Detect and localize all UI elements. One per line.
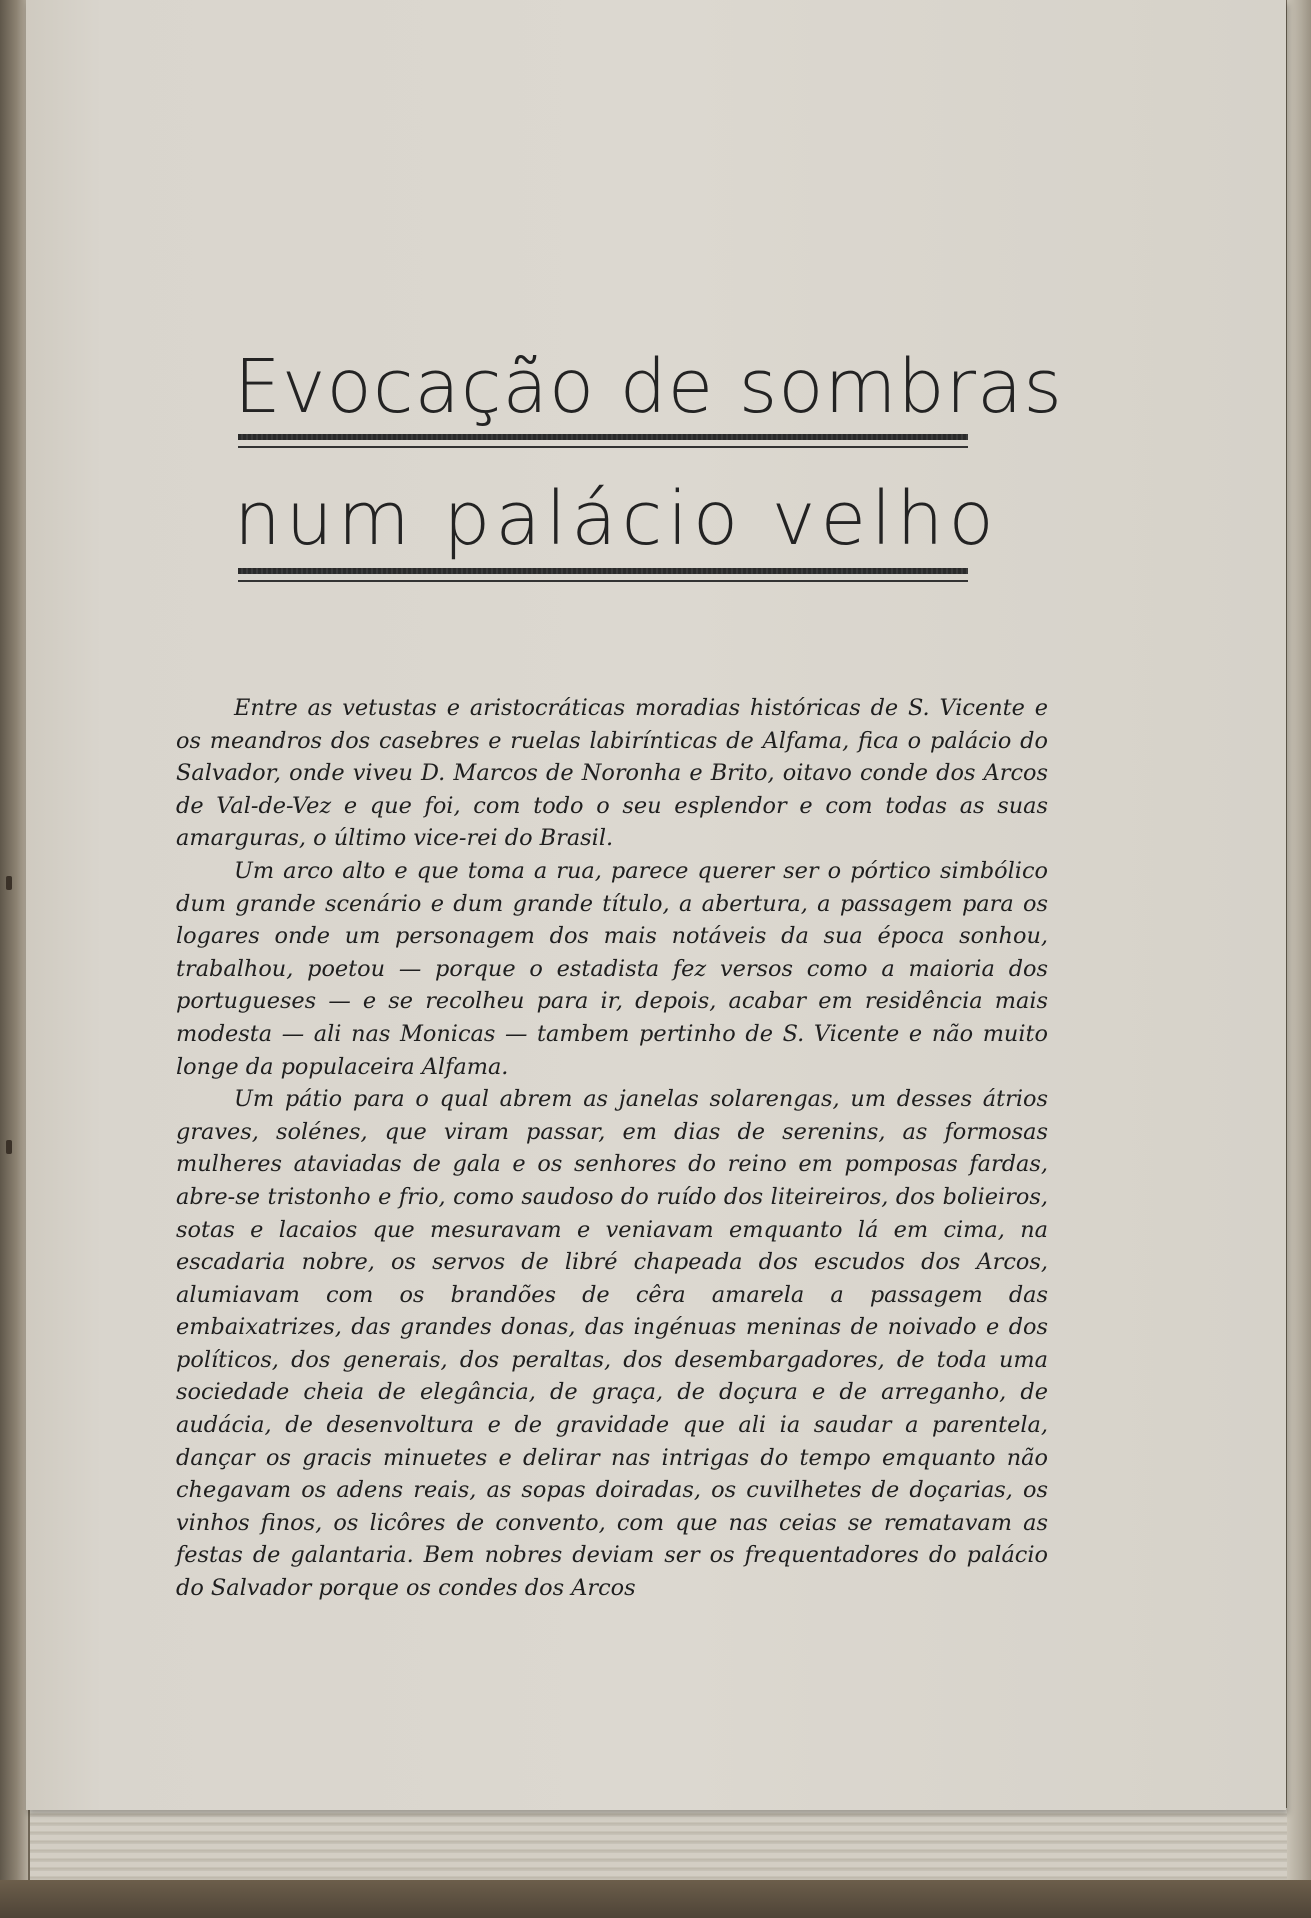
page-stack-edge (30, 1808, 1287, 1882)
rule-thick (238, 568, 968, 574)
rule-thick (238, 434, 968, 440)
paragraph: Entre as vetustas e aristocráticas moradias históricas de S. Vicente e os meandros dos casebres e ruelas labirínticas de Alfama, fica o palácio do Salvador, onde viveu D. Marcos de Noronha e Brito, oitavo conde dos Arcos de Val-de-Vez e que foi, com todo o seu esplendor e com todas as suas amarguras, o último vice-rei do Brasil. (176, 695, 1048, 852)
title-line-1: Evocação de sombras (234, 344, 1063, 430)
rule-thin (238, 446, 968, 448)
book-page (26, 0, 1286, 1810)
title-line-2: num palácio velho (234, 476, 999, 562)
paragraph: Um arco alto e que toma a rua, parece querer ser o pórtico simbólico dum grande scenário e dum grande título, a abertura, a passagem para os logares onde um personagem dos mais notáveis da sua época sonhou, trabalhou, poetou — porque o estadista fez versos como a maioria dos portugueses — e se recolheu para ir, depois, acabar em residência mais modesta — ali nas Monicas — tambem pertinho de S. Vicente e não muito longe da populaceira Alfama. (176, 857, 1048, 1080)
title-rule (238, 434, 968, 448)
book-gutter (0, 0, 28, 1918)
page-mark (6, 876, 12, 890)
rule-thin (238, 580, 968, 582)
body-text (176, 692, 1048, 1605)
page-mark (6, 1140, 12, 1154)
table-surface (0, 1880, 1311, 1918)
paragraph: Um pátio para o qual abrem as janelas solarengas, um desses átrios graves, solénes, que viram passar, em dias de serenins, as formosas mulheres ataviadas de gala e os senhores do reino em pomposas fardas, abre-se tristonho e frio, como saudoso do ruído dos liteireiros, dos bolieiros, sotas e lacaios que mesuravam e veniavam emquanto lá em cima, na escadaria nobre, os servos de libré chapeada dos escudos dos Arcos, alumiavam com os brandões de cêra amarela a passagem das embaixatrizes, das grandes donas, das ingénuas meninas de noivado e dos políticos, dos generais, dos peraltas, dos desembargadores, de toda uma sociedade cheia de elegância, de graça, de doçura e de arreganho, de audácia, de desenvoltura e de gravidade que ali ia saudar a parentela, dançar os gracis minuetes e delirar nas intrigas do tempo emquanto não chegavam os adens reais, as sopas doiradas, os cuvilhetes de doçarias, os vinhos finos, os licôres de convento, com que nas ceias se rematavam as festas de galantaria. Bem nobres deviam ser os frequentadores do palácio do Salvador porque os condes dos Arcos (176, 1086, 1048, 1602)
page-block-edge (1287, 0, 1311, 1918)
chapter-title (234, 344, 1063, 582)
title-rule (238, 568, 968, 582)
